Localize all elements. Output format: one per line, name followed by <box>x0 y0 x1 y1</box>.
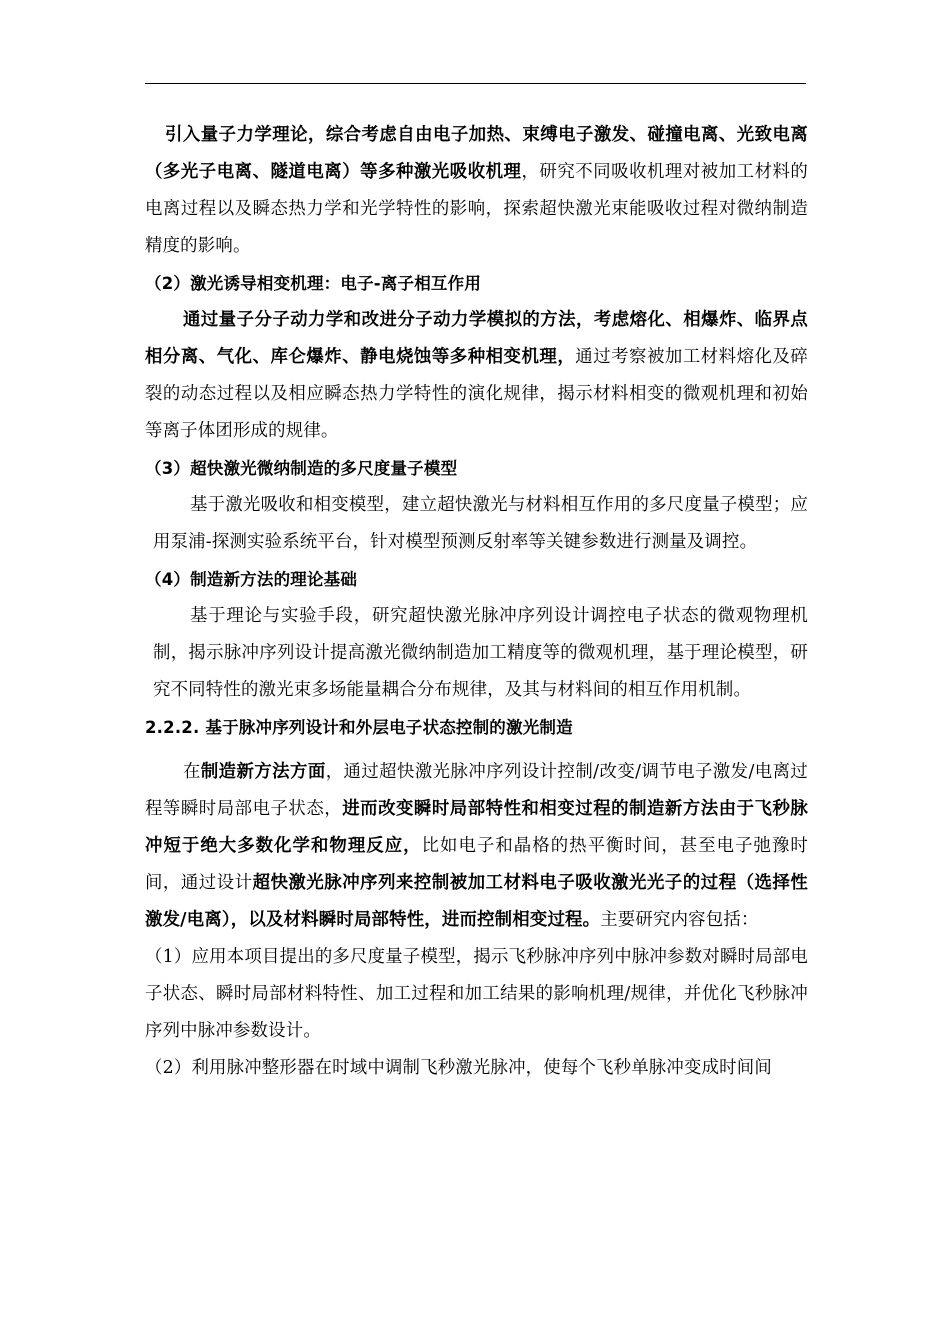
section-heading: 2.2.2. 基于脉冲序列设计和外层电子状态控制的激光制造 <box>145 718 573 737</box>
paragraph-bold-text: 进而改变瞬时局部特性和相变过程的制造新方法由于飞秒脉冲短于绝大多数化学和物理反应， <box>145 799 809 856</box>
paragraph-text: 主要研究内容包括： <box>600 910 759 930</box>
header-rule <box>145 83 806 84</box>
paragraph-bold-text: 超快激光脉冲序列来控制被加工材料电子吸收激光光子的过程（选择性激发/电离），以及材料瞬时局部特性，进而控制相变过程。 <box>145 873 808 930</box>
paragraph-theory-basis: 基于理论与实验手段，研究超快激光脉冲序列设计调控电子状态的微观物理机制，揭示脉冲序列设计提高激光微纳制造加工精度等的微观机理，基于理论模型，研究不同特性的激光束多场能量耦合分布规律，及其与材料间的相互作用机制。 <box>153 606 808 700</box>
list-item-1: （1）应用本项目提出的多尺度量子模型，揭示飞秒脉冲序列中脉冲参数对瞬时局部电子状态、瞬时局部材料特性、加工过程和加工结果的影响机理/规律，并优化飞秒脉冲序列中脉冲参数设计。 <box>145 947 808 1041</box>
paragraph-bold-text: 通过量子分子动力学和改进分子动力学模拟的方法，考虑熔化、相爆炸、临界点相分离、气化、库仑爆炸、静电烧蚀等多种相变机理， <box>145 310 808 367</box>
subheading-theory-basis: （4）制造新方法的理论基础 <box>145 570 358 589</box>
paragraph-text: 比如电子和晶格的热平衡时间，甚至电子弛豫时间，通过设计 <box>145 836 808 893</box>
paragraph-bold-text: 引入量子力学理论，综合考虑自由电子加热、束缚电子激发、碰撞电离、光致电离（多光子电离、隧道电离）等多种激光吸收机理 <box>145 125 808 182</box>
document-body <box>145 117 808 1087</box>
paragraph-new-method <box>145 754 808 939</box>
paragraph-text: ，研究不同吸收机理对被加工材料的电离过程以及瞬态热力学和光学特性的影响，探索超快激光束能吸收过程对微纳制造精度的影响。 <box>145 162 809 256</box>
paragraph-multiscale-model: 基于激光吸收和相变模型，建立超快激光与材料相互作用的多尺度量子模型；应用泵浦-探测实验系统平台，针对模型预测反射率等关键参数进行测量及调控。 <box>153 495 808 552</box>
paragraph-bold-text: 制造新方法方面 <box>200 762 326 782</box>
subheading-phase-transition: （2）激光诱导相变机理：电子-离子相互作用 <box>145 274 482 293</box>
subheading-multiscale-model: （3）超快激光微纳制造的多尺度量子模型 <box>145 459 458 478</box>
list-item-2: （2）利用脉冲整形器在时域中调制飞秒激光脉冲，使每个飞秒单脉冲变成时间间 <box>145 1058 772 1078</box>
paragraph-text: 通过考察被加工材料熔化及碎裂的动态过程以及相应瞬态热力学特性的演化规律，揭示材料相变的微观机理和初始等离子体团形成的规律。 <box>145 347 808 441</box>
paragraph-absorption-mechanism <box>145 117 808 265</box>
paragraph-text: 在 <box>183 762 201 782</box>
paragraph-text: ，通过超快激光脉冲序列设计控制/改变/调节电子激发/电离过程等瞬时局部电子状态， <box>145 762 809 819</box>
paragraph-phase-transition <box>145 302 808 450</box>
